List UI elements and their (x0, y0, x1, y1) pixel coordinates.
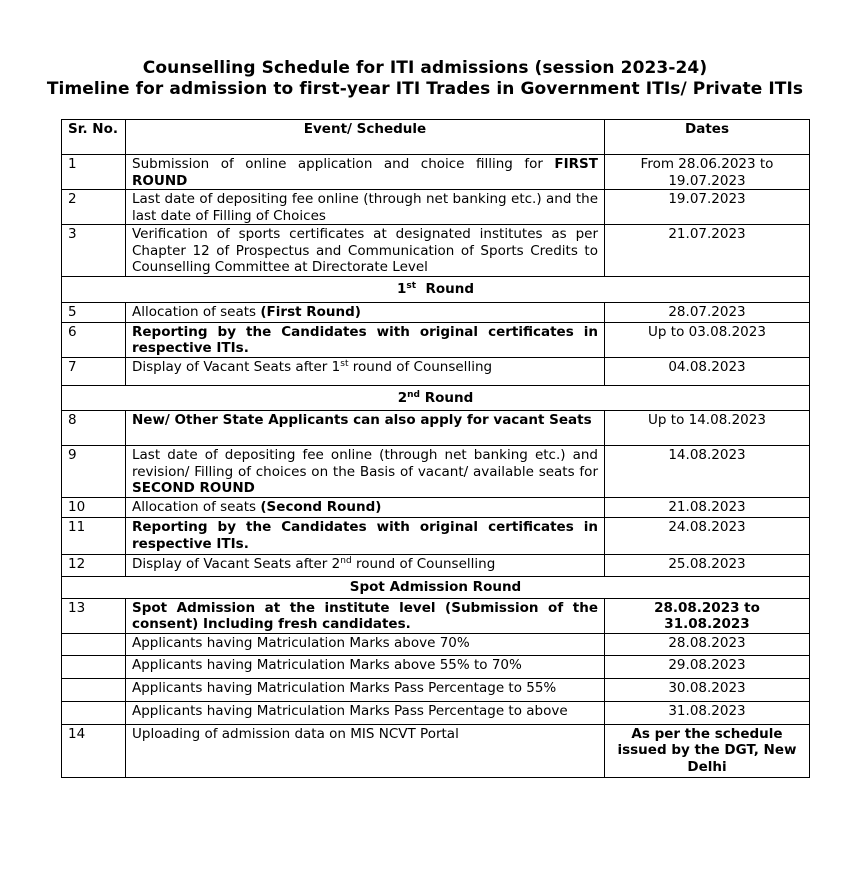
row-event (126, 555, 605, 577)
row-event (126, 357, 605, 385)
event-text: Display of Vacant Seats after 1 (132, 358, 341, 375)
header-dates: Dates (605, 120, 810, 155)
row-date: 28.07.2023 (605, 302, 810, 322)
row-sr: 7 (62, 357, 126, 385)
round-label: Round (424, 389, 474, 406)
event-text: round of Counselling (351, 556, 496, 572)
table-row (62, 411, 810, 446)
row-date: 29.08.2023 (605, 655, 810, 678)
ordinal-suffix: st (340, 358, 349, 369)
row-event: Verification of sports certificates at designated institutes as per Chapter 12 of Prospectus and Communication of Sports Credits to Counselling Committee at Directorate Level (126, 225, 605, 277)
row-date: 21.07.2023 (605, 225, 810, 277)
table-row (62, 302, 810, 322)
row-date: Up to 14.08.2023 (605, 411, 810, 446)
table-row (62, 155, 810, 190)
row-event: Applicants having Matriculation Marks Pass Percentage to 55% (126, 678, 605, 701)
row-event (126, 446, 605, 498)
header-sr-no: Sr. No. (62, 120, 126, 155)
row-event (126, 155, 605, 190)
row-sr: 11 (62, 518, 126, 555)
row-event: Uploading of admission data on MIS NCVT Portal (126, 724, 605, 777)
event-bold-text: FIRST ROUND (132, 156, 598, 189)
row-event: Applicants having Matriculation Marks Pass Percentage to above (126, 701, 605, 724)
event-text: Display of Vacant Seats after 2 (132, 556, 341, 572)
section-row-spot-admission (62, 577, 810, 599)
table-row (62, 446, 810, 498)
table-row (62, 555, 810, 577)
row-event: Applicants having Matriculation Marks above 70% (126, 633, 605, 655)
row-date: 25.08.2023 (605, 555, 810, 577)
event-text: Last date of depositing fee online (through net banking etc.) and revision/ Filling of choices on the Basis of vacant/ available seats for (132, 447, 598, 480)
event-bold-text: (First Round) (260, 303, 361, 320)
row-sr: 12 (62, 555, 126, 577)
page-subtitle: Timeline for admission to first-year ITI Trades in Government ITIs/ Private ITIs (46, 79, 804, 99)
row-event (126, 498, 605, 518)
event-bold-text: (Second Round) (260, 499, 382, 515)
section-row-first-round (62, 277, 810, 303)
row-sr: 14 (62, 724, 126, 777)
event-text: Submission of online application and choice filling for (132, 156, 555, 172)
section-heading (62, 277, 810, 303)
row-event: Reporting by the Candidates with original certificates in respective ITIs. (126, 322, 605, 357)
row-sr (62, 633, 126, 655)
row-event (126, 302, 605, 322)
row-sr: 3 (62, 225, 126, 277)
document-heading (0, 58, 850, 100)
header-event: Event/ Schedule (126, 120, 605, 155)
table-row (62, 701, 810, 724)
schedule-table (61, 119, 810, 778)
row-date: 14.08.2023 (605, 446, 810, 498)
row-date: As per the schedule issued by the DGT, New Delhi (605, 724, 810, 777)
row-event: Last date of depositing fee online (through net banking etc.) and the last date of Filling of Choices (126, 190, 605, 225)
table-row (62, 190, 810, 225)
ordinal-suffix: nd (340, 556, 352, 566)
row-sr: 6 (62, 322, 126, 357)
row-date: Up to 03.08.2023 (605, 322, 810, 357)
table-row (62, 322, 810, 357)
event-text: Allocation of seats (132, 499, 261, 515)
round-suffix: nd (407, 389, 420, 400)
section-heading (62, 385, 810, 411)
event-text: Allocation of seats (132, 303, 261, 320)
row-sr: 2 (62, 190, 126, 225)
row-date: 04.08.2023 (605, 357, 810, 385)
row-sr (62, 655, 126, 678)
row-sr (62, 701, 126, 724)
row-sr (62, 678, 126, 701)
row-date: 24.08.2023 (605, 518, 810, 555)
row-sr: 8 (62, 411, 126, 446)
table-row (62, 498, 810, 518)
table-row (62, 598, 810, 633)
row-date: 21.08.2023 (605, 498, 810, 518)
section-row-second-round (62, 385, 810, 411)
row-date: From 28.06.2023 to 19.07.2023 (605, 155, 810, 190)
row-sr: 13 (62, 598, 126, 633)
round-suffix: st (406, 281, 417, 291)
table-row (62, 655, 810, 678)
row-date: 31.08.2023 (605, 701, 810, 724)
table-row (62, 225, 810, 277)
table-row (62, 633, 810, 655)
event-text: round of Counselling (348, 358, 493, 375)
row-sr: 10 (62, 498, 126, 518)
page-title: Counselling Schedule for ITI admissions (session 2023-24) (142, 58, 708, 78)
row-event: New/ Other State Applicants can also apply for vacant Seats (126, 411, 605, 446)
table-row (62, 678, 810, 701)
row-event: Applicants having Matriculation Marks above 55% to 70% (126, 655, 605, 678)
table-header-row (62, 120, 810, 155)
row-date: 19.07.2023 (605, 190, 810, 225)
row-date: 28.08.2023 (605, 633, 810, 655)
section-heading: Spot Admission Round (62, 577, 810, 599)
table-row (62, 357, 810, 385)
round-number: 2 (397, 389, 408, 406)
table-row (62, 518, 810, 555)
event-bold-text: SECOND ROUND (132, 480, 255, 496)
row-event: Reporting by the Candidates with original certificates in respective ITIs. (126, 518, 605, 555)
table-row (62, 724, 810, 777)
row-event: Spot Admission at the institute level (Submission of the consent) Including fresh candidates. (126, 598, 605, 633)
row-date: 28.08.2023 to 31.08.2023 (605, 598, 810, 633)
round-number: 1 (396, 281, 407, 297)
row-sr: 1 (62, 155, 126, 190)
row-sr: 5 (62, 302, 126, 322)
row-date: 30.08.2023 (605, 678, 810, 701)
round-label: Round (425, 281, 475, 297)
row-sr: 9 (62, 446, 126, 498)
